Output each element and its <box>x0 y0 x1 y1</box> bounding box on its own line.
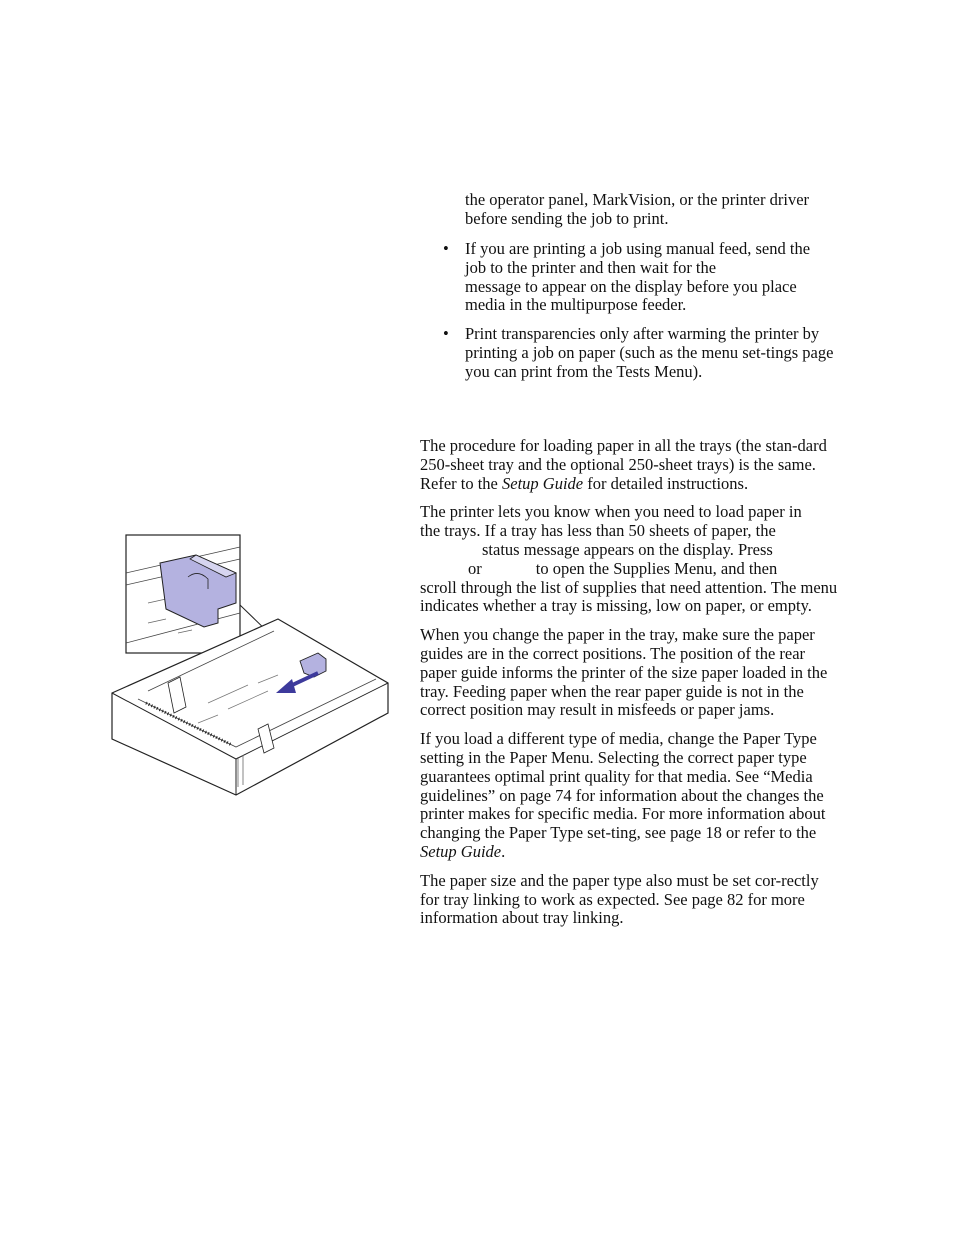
bullet-line: message to appear on the display before you place <box>465 276 797 296</box>
bullet-icon: • <box>443 239 449 258</box>
bullet-icon: • <box>443 324 449 344</box>
paragraph: When you change the paper in the tray, make sure the paper guides are in the correct positions. The position of the rear paper guide informs the printer of the size paper loaded in the tray. Feeding paper when the rear paper guide is not in the correct position may result in misfeeds or paper jams. <box>420 625 828 720</box>
bullet-line: media in the multipurpose feeder. <box>465 295 687 315</box>
paragraph-line: the trays. If a tray has less than 50 sheets of paper, the <box>420 521 776 541</box>
bullet-text: Print transparencies only after warming the printer by printing a job on paper (such as the menu set-tings page you can print from the Tests Menu). <box>465 324 834 381</box>
list-item <box>440 240 845 315</box>
paragraph <box>420 437 842 493</box>
book-title: Setup Guide <box>420 841 502 861</box>
paragraph-text: for detailed instructions. <box>583 473 749 493</box>
paper-tray-illustration <box>108 533 398 803</box>
bullet-line: If you are printing a job using manual feed, send the <box>465 239 811 258</box>
paragraph-text: The procedure for loading paper in all the trays (the stan-dard 250-sheet tray and the optional 250-sheet trays) is the same. Refer to the <box>420 436 827 493</box>
paragraph-text: . <box>501 841 506 861</box>
paragraph <box>420 503 842 616</box>
bullet-line: job to the printer and then wait for the <box>465 257 717 277</box>
body-column <box>420 437 842 938</box>
list-item <box>440 325 845 381</box>
paragraph-text: or <box>468 558 482 578</box>
paragraph-line <box>420 560 842 579</box>
paragraph-text: status message appears on the display. Press <box>482 539 773 559</box>
book-title: Setup Guide <box>502 473 584 493</box>
tips-list <box>440 240 845 382</box>
continuation-text: the operator panel, MarkVision, or the printer driver before sending the job to print. <box>465 190 810 228</box>
paragraph-line: The printer lets you know when you need to load paper in <box>420 502 802 522</box>
paragraph-line: scroll through the list of supplies that need attention. The menu indicates whether a tray is missing, low on paper, or empty. <box>420 577 838 616</box>
paragraph-text: to open the Supplies Menu, and then <box>535 558 778 578</box>
paragraph-text: If you load a different type of media, change the Paper Type setting in the Paper Menu. Selecting the correct paper type guarantees optimal print quality for that media. See “Media guidelines” on page 74 for information about the changes the printer makes for specific media. For more information about changing the Paper Type set-ting, see page 18 or refer to the <box>420 729 826 843</box>
paragraph-line <box>420 541 842 560</box>
paragraph <box>420 730 842 862</box>
paragraph: The paper size and the paper type also must be set cor-rectly for tray linking to work as expected. See page 82 for more information about tray linking. <box>420 870 819 928</box>
